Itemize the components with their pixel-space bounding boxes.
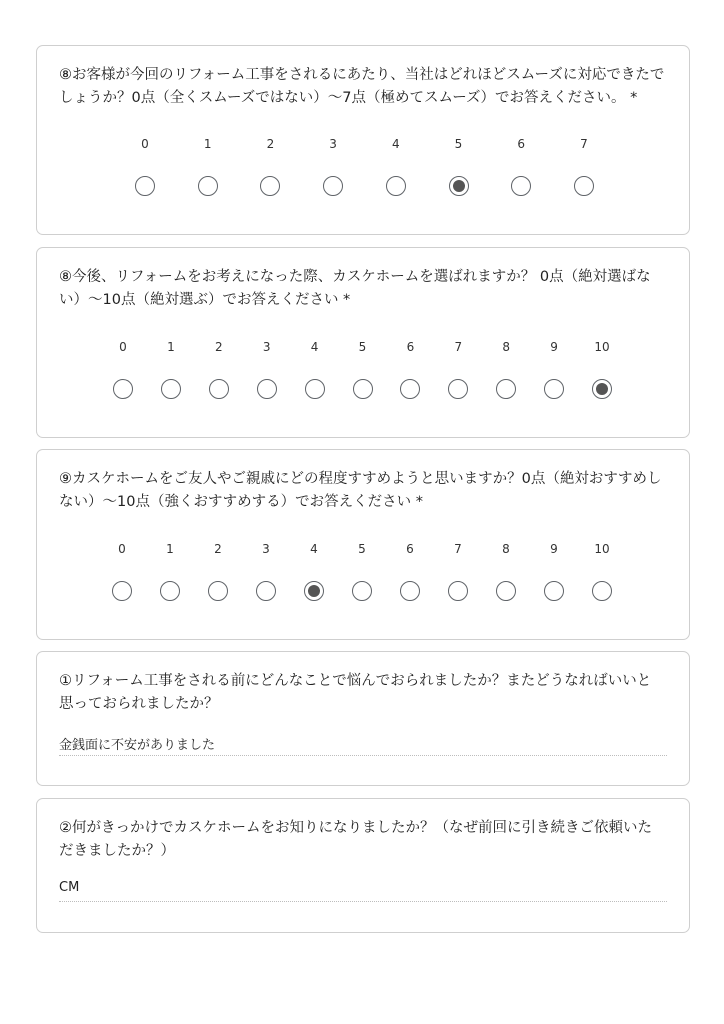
scale-label-2: 2 [214, 340, 223, 354]
scale-label-6: 6 [517, 137, 525, 151]
question-card-choose-again [36, 247, 690, 438]
radio-option-10[interactable] [592, 379, 612, 399]
scale-label-1: 1 [203, 137, 212, 151]
scale-label-2: 2 [266, 137, 275, 151]
scale-label-5: 5 [358, 340, 367, 354]
scale-label-4: 4 [310, 340, 319, 354]
question-card-how-known [36, 798, 690, 933]
scale-label-0: 0 [119, 340, 127, 354]
scale-label-7: 7 [454, 542, 462, 556]
radio-option-2[interactable] [260, 176, 280, 196]
radio-option-3[interactable] [323, 176, 343, 196]
radio-option-1[interactable] [161, 379, 181, 399]
question-card-concerns [36, 651, 690, 786]
scale-label-7: 7 [580, 137, 588, 151]
scale-label-3: 3 [329, 137, 337, 151]
scale-label-0: 0 [118, 542, 126, 556]
radio-option-9[interactable] [544, 379, 564, 399]
radio-option-4[interactable] [304, 581, 324, 601]
question-card-smoothness [36, 45, 690, 235]
radio-option-8[interactable] [496, 581, 516, 601]
scale-label-1: 1 [167, 340, 175, 354]
scale-label-5: 5 [358, 542, 366, 556]
scale-label-4: 4 [310, 542, 318, 556]
rating-scale-0-7 [37, 46, 689, 234]
scale-label-2: 2 [214, 542, 222, 556]
radio-option-7[interactable] [448, 379, 468, 399]
radio-option-7[interactable] [448, 581, 468, 601]
scale-label-1: 1 [166, 542, 174, 556]
radio-option-6[interactable] [400, 379, 420, 399]
radio-option-9[interactable] [544, 581, 564, 601]
question-text: ⑧今後、リフォームをお考えになった際、カスケホームを選ばれますか？ 0点（絶対選ばない）～10点（絶対選ぶ）でお答えください * [59, 269, 651, 308]
radio-option-4[interactable] [386, 176, 406, 196]
scale-label-8: 8 [502, 542, 510, 556]
answer-text[interactable]: 金銭面に不安がありました [59, 734, 667, 756]
radio-option-6[interactable] [511, 176, 531, 196]
radio-option-4[interactable] [305, 379, 325, 399]
radio-option-3[interactable] [256, 581, 276, 601]
radio-option-10[interactable] [592, 581, 612, 601]
question-text: ⑧お客様が今回のリフォーム工事をされるにあたり、当社はどれほどスムーズに対応できたでしょうか？0点（全くスムーズではない）～7点（極めてスムーズ）でお答えください。 * [59, 67, 665, 106]
scale-label-10: 10 [594, 340, 610, 354]
scale-label-7: 7 [454, 340, 463, 354]
rating-scale-0-10 [37, 248, 689, 437]
radio-option-2[interactable] [209, 379, 229, 399]
answer-text[interactable]: CM [59, 880, 667, 902]
radio-option-3[interactable] [257, 379, 277, 399]
radio-option-1[interactable] [198, 176, 218, 196]
radio-option-0[interactable] [113, 379, 133, 399]
scale-label-5: 5 [454, 137, 463, 151]
radio-option-0[interactable] [135, 176, 155, 196]
radio-option-1[interactable] [160, 581, 180, 601]
question-card-recommend [36, 449, 690, 640]
question-text: ②何がきっかけでカスケホームをお知りになりましたか？（なぜ前回に引き続きご依頼いただきましたか？） [59, 820, 652, 859]
scale-label-10: 10 [594, 542, 610, 556]
radio-option-6[interactable] [400, 581, 420, 601]
question-text: ⑨カスケホームをご友人やご親戚にどの程度すすめようと思いますか？0点（絶対おすすめしない）～10点（強くおすすめする）でお答えください * [59, 471, 662, 510]
radio-option-7[interactable] [574, 176, 594, 196]
radio-option-5[interactable] [449, 176, 469, 196]
scale-label-8: 8 [502, 340, 510, 354]
question-text: ①リフォーム工事をされる前にどんなことで悩んでおられましたか？またどうなればいいと思っておられましたか？ [59, 673, 652, 712]
radio-option-2[interactable] [208, 581, 228, 601]
radio-option-8[interactable] [496, 379, 516, 399]
rating-scale-0-10 [37, 450, 689, 639]
scale-label-9: 9 [550, 340, 558, 354]
scale-label-3: 3 [262, 340, 271, 354]
scale-label-4: 4 [391, 137, 400, 151]
scale-label-9: 9 [550, 542, 558, 556]
scale-label-6: 6 [406, 542, 414, 556]
scale-label-3: 3 [262, 542, 270, 556]
scale-label-0: 0 [141, 137, 149, 151]
radio-option-0[interactable] [112, 581, 132, 601]
scale-label-6: 6 [406, 340, 415, 354]
radio-option-5[interactable] [353, 379, 373, 399]
radio-option-5[interactable] [352, 581, 372, 601]
